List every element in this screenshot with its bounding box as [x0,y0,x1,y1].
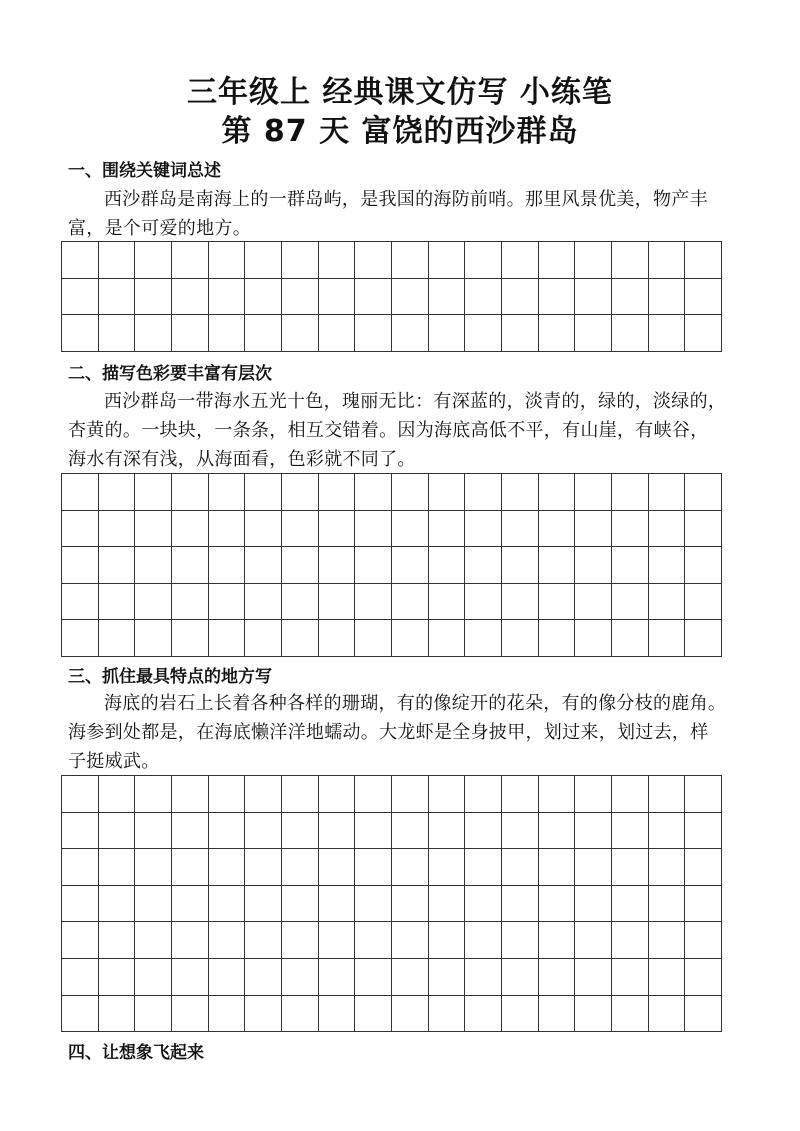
grid-cell[interactable] [502,242,539,279]
grid-cell[interactable] [685,315,722,352]
grid-cell[interactable] [685,813,722,850]
section-2-heading: 二、描写色彩要丰富有层次 [68,364,272,384]
grid-cell[interactable] [685,279,722,316]
grid-cell[interactable] [355,620,392,657]
section-4-heading: 四、让想象飞起来 [68,1043,204,1063]
grid-cell[interactable] [62,584,99,621]
grid-cell[interactable] [319,511,356,548]
grid-cell[interactable] [392,922,429,959]
grid-cell[interactable] [539,474,576,511]
grid-cell[interactable] [502,959,539,996]
grid-cell[interactable] [62,959,99,996]
grid-cell[interactable] [392,279,429,316]
grid-cell[interactable] [539,620,576,657]
grid-cell[interactable] [319,996,356,1033]
grid-cell[interactable] [465,886,502,923]
writing-grid-2[interactable] [61,473,722,657]
grid-cell[interactable] [429,511,466,548]
writing-grid-1[interactable] [61,241,722,352]
section-3-text [68,689,736,776]
grid-cell[interactable] [135,813,172,850]
grid-cell[interactable] [135,620,172,657]
grid-cell[interactable] [245,886,282,923]
grid-cell[interactable] [502,886,539,923]
grid-cell[interactable] [172,474,209,511]
grid-cell[interactable] [429,776,466,813]
grid-cell[interactable] [172,996,209,1033]
grid-cell[interactable] [282,849,319,886]
grid-cell[interactable] [392,776,429,813]
grid-cell[interactable] [612,849,649,886]
page-title: 三年级上 经典课文仿写 小练笔 [187,75,613,110]
grid-cell[interactable] [502,547,539,584]
grid-cell[interactable] [575,922,612,959]
section-2-text [68,387,736,474]
grid-cell[interactable] [209,996,246,1033]
grid-cell[interactable] [392,242,429,279]
grid-cell[interactable] [319,813,356,850]
grid-cell[interactable] [539,922,576,959]
grid-cell[interactable] [209,776,246,813]
grid-cell[interactable] [429,959,466,996]
grid-cell[interactable] [502,474,539,511]
grid-cell[interactable] [209,279,246,316]
grid-cell[interactable] [245,620,282,657]
grid-cell[interactable] [319,584,356,621]
grid-cell[interactable] [355,511,392,548]
grid-cell[interactable] [355,996,392,1033]
grid-cell[interactable] [172,584,209,621]
grid-cell[interactable] [62,474,99,511]
grid-cell[interactable] [282,996,319,1033]
grid-cell[interactable] [539,959,576,996]
grid-cell[interactable] [209,959,246,996]
grid-cell[interactable] [355,315,392,352]
grid-cell[interactable] [355,279,392,316]
grid-cell[interactable] [502,922,539,959]
grid-cell[interactable] [539,315,576,352]
grid-cell[interactable] [539,813,576,850]
grid-cell[interactable] [99,511,136,548]
text-line: 富，是个可爱的地方。 [68,218,251,239]
grid-cell[interactable] [99,315,136,352]
grid-cell[interactable] [429,474,466,511]
grid-cell[interactable] [612,813,649,850]
grid-cell[interactable] [135,474,172,511]
grid-cell[interactable] [612,996,649,1033]
text-line: 子挺威武。 [68,751,160,772]
grid-cell[interactable] [319,279,356,316]
grid-cell[interactable] [612,242,649,279]
grid-cell[interactable] [99,996,136,1033]
grid-cell[interactable] [429,620,466,657]
grid-cell[interactable] [245,547,282,584]
grid-cell[interactable] [685,776,722,813]
grid-cell[interactable] [575,511,612,548]
grid-cell[interactable] [209,315,246,352]
grid-cell[interactable] [319,849,356,886]
grid-cell[interactable] [649,620,686,657]
grid-cell[interactable] [502,813,539,850]
grid-cell[interactable] [612,959,649,996]
grid-cell[interactable] [245,315,282,352]
grid-cell[interactable] [209,886,246,923]
grid-cell[interactable] [245,474,282,511]
grid-cell[interactable] [99,279,136,316]
grid-cell[interactable] [282,813,319,850]
text-line: 海底的岩石上长着各种各样的珊瑚，有的像绽开的花朵，有的像分枝的鹿角。 [104,693,727,714]
grid-cell[interactable] [465,813,502,850]
grid-cell[interactable] [392,886,429,923]
grid-cell[interactable] [392,584,429,621]
grid-cell[interactable] [319,474,356,511]
section-1-heading: 一、围绕关键词总述 [68,161,221,181]
grid-cell[interactable] [465,315,502,352]
grid-cell[interactable] [209,242,246,279]
grid-cell[interactable] [392,547,429,584]
grid-cell[interactable] [392,620,429,657]
grid-cell[interactable] [319,886,356,923]
grid-cell[interactable] [172,959,209,996]
grid-cell[interactable] [245,511,282,548]
grid-cell[interactable] [649,776,686,813]
grid-cell[interactable] [685,242,722,279]
grid-cell[interactable] [209,922,246,959]
grid-cell[interactable] [429,547,466,584]
grid-cell[interactable] [502,776,539,813]
grid-cell[interactable] [282,547,319,584]
grid-cell[interactable] [209,547,246,584]
grid-cell[interactable] [465,996,502,1033]
grid-cell[interactable] [209,584,246,621]
grid-cell[interactable] [319,922,356,959]
grid-cell[interactable] [62,279,99,316]
grid-cell[interactable] [465,584,502,621]
grid-cell[interactable] [135,996,172,1033]
grid-cell[interactable] [172,620,209,657]
grid-cell[interactable] [465,959,502,996]
grid-cell[interactable] [539,547,576,584]
grid-cell[interactable] [282,886,319,923]
grid-cell[interactable] [685,922,722,959]
grid-cell[interactable] [575,849,612,886]
text-line: 西沙群岛一带海水五光十色，瑰丽无比：有深蓝的，淡青的，绿的，淡绿的， [104,391,727,412]
grid-cell[interactable] [62,776,99,813]
grid-cell[interactable] [99,474,136,511]
grid-cell[interactable] [685,959,722,996]
grid-cell[interactable] [172,242,209,279]
grid-cell[interactable] [392,959,429,996]
grid-cell[interactable] [172,886,209,923]
grid-cell[interactable] [465,776,502,813]
grid-cell[interactable] [539,776,576,813]
grid-cell[interactable] [355,959,392,996]
grid-cell[interactable] [429,584,466,621]
grid-cell[interactable] [429,315,466,352]
grid-cell[interactable] [99,959,136,996]
grid-cell[interactable] [135,315,172,352]
grid-cell[interactable] [135,849,172,886]
grid-cell[interactable] [429,922,466,959]
grid-cell[interactable] [649,959,686,996]
grid-cell[interactable] [649,584,686,621]
section-1-text [68,185,736,243]
grid-cell[interactable] [429,849,466,886]
grid-cell[interactable] [135,776,172,813]
grid-cell[interactable] [245,584,282,621]
grid-cell[interactable] [612,886,649,923]
grid-cell[interactable] [99,922,136,959]
grid-cell[interactable] [99,813,136,850]
grid-cell[interactable] [282,584,319,621]
grid-cell[interactable] [649,315,686,352]
grid-cell[interactable] [502,849,539,886]
grid-cell[interactable] [355,849,392,886]
grid-cell[interactable] [539,511,576,548]
grid-cell[interactable] [172,279,209,316]
grid-cell[interactable] [649,849,686,886]
grid-cell[interactable] [62,620,99,657]
grid-cell[interactable] [465,922,502,959]
grid-cell[interactable] [392,511,429,548]
grid-cell[interactable] [135,511,172,548]
grid-cell[interactable] [319,315,356,352]
grid-cell[interactable] [649,813,686,850]
grid-cell[interactable] [392,849,429,886]
grid-cell[interactable] [282,474,319,511]
grid-cell[interactable] [172,315,209,352]
grid-cell[interactable] [99,242,136,279]
grid-cell[interactable] [319,620,356,657]
grid-cell[interactable] [685,474,722,511]
grid-cell[interactable] [245,776,282,813]
grid-cell[interactable] [245,959,282,996]
grid-cell[interactable] [575,279,612,316]
grid-cell[interactable] [355,886,392,923]
grid-cell[interactable] [245,242,282,279]
grid-cell[interactable] [465,620,502,657]
grid-cell[interactable] [575,620,612,657]
grid-cell[interactable] [319,776,356,813]
grid-cell[interactable] [355,922,392,959]
grid-cell[interactable] [209,620,246,657]
page-subtitle: 第 87 天 富饶的西沙群岛 [221,114,579,149]
grid-cell[interactable] [355,813,392,850]
grid-cell[interactable] [465,279,502,316]
grid-cell[interactable] [319,959,356,996]
grid-cell[interactable] [99,584,136,621]
grid-cell[interactable] [62,849,99,886]
grid-cell[interactable] [172,849,209,886]
grid-cell[interactable] [62,813,99,850]
grid-cell[interactable] [685,511,722,548]
grid-cell[interactable] [209,511,246,548]
grid-cell[interactable] [172,547,209,584]
grid-cell[interactable] [612,279,649,316]
writing-grid-3[interactable] [61,775,722,1032]
grid-cell[interactable] [575,584,612,621]
grid-cell[interactable] [649,511,686,548]
grid-cell[interactable] [135,279,172,316]
grid-cell[interactable] [62,547,99,584]
grid-cell[interactable] [392,996,429,1033]
grid-cell[interactable] [62,886,99,923]
grid-cell[interactable] [649,279,686,316]
grid-cell[interactable] [282,776,319,813]
grid-cell[interactable] [502,584,539,621]
grid-cell[interactable] [99,547,136,584]
grid-cell[interactable] [99,776,136,813]
grid-cell[interactable] [465,547,502,584]
grid-cell[interactable] [465,474,502,511]
grid-cell[interactable] [685,584,722,621]
grid-cell[interactable] [649,996,686,1033]
grid-cell[interactable] [355,776,392,813]
grid-cell[interactable] [135,242,172,279]
grid-cell[interactable] [282,315,319,352]
grid-cell[interactable] [649,474,686,511]
grid-cell[interactable] [282,242,319,279]
grid-cell[interactable] [649,242,686,279]
grid-cell[interactable] [575,547,612,584]
grid-cell[interactable] [649,922,686,959]
grid-cell[interactable] [62,242,99,279]
grid-cell[interactable] [575,474,612,511]
grid-cell[interactable] [392,474,429,511]
text-line: 海水有深有浅，从海面看，色彩就不同了。 [68,449,416,470]
grid-cell[interactable] [502,511,539,548]
grid-cell[interactable] [539,242,576,279]
text-line: 海参到处都是，在海底懒洋洋地蠕动。大龙虾是全身披甲，划过来，划过去，样 [68,722,709,743]
grid-cell[interactable] [539,849,576,886]
grid-cell[interactable] [282,922,319,959]
grid-cell[interactable] [685,849,722,886]
grid-cell[interactable] [612,922,649,959]
grid-cell[interactable] [429,886,466,923]
grid-cell[interactable] [282,620,319,657]
grid-cell[interactable] [685,620,722,657]
grid-cell[interactable] [612,776,649,813]
grid-cell[interactable] [245,279,282,316]
grid-cell[interactable] [429,996,466,1033]
grid-cell[interactable] [245,849,282,886]
grid-cell[interactable] [575,886,612,923]
grid-cell[interactable] [465,511,502,548]
grid-cell[interactable] [99,620,136,657]
grid-cell[interactable] [282,279,319,316]
grid-cell[interactable] [172,776,209,813]
grid-cell[interactable] [685,996,722,1033]
grid-cell[interactable] [319,242,356,279]
grid-cell[interactable] [355,547,392,584]
grid-cell[interactable] [172,813,209,850]
grid-cell[interactable] [429,279,466,316]
grid-cell[interactable] [575,242,612,279]
grid-cell[interactable] [539,279,576,316]
grid-cell[interactable] [502,315,539,352]
grid-cell[interactable] [465,242,502,279]
grid-cell[interactable] [575,996,612,1033]
grid-cell[interactable] [99,849,136,886]
grid-cell[interactable] [355,242,392,279]
grid-cell[interactable] [319,547,356,584]
grid-cell[interactable] [62,511,99,548]
grid-cell[interactable] [245,813,282,850]
grid-cell[interactable] [172,511,209,548]
grid-cell[interactable] [209,813,246,850]
grid-cell[interactable] [135,886,172,923]
grid-cell[interactable] [392,813,429,850]
grid-cell[interactable] [649,547,686,584]
grid-cell[interactable] [685,547,722,584]
grid-cell[interactable] [62,315,99,352]
grid-cell[interactable] [539,996,576,1033]
section-3-heading: 三、抓住最具特点的地方写 [68,667,272,687]
grid-cell[interactable] [612,584,649,621]
text-line: 杏黄的。一块块，一条条，相互交错着。因为海底高低不平，有山崖，有峡谷， [68,420,709,441]
grid-cell[interactable] [392,315,429,352]
grid-cell[interactable] [612,474,649,511]
grid-cell[interactable] [209,474,246,511]
grid-cell[interactable] [135,959,172,996]
grid-cell[interactable] [172,922,209,959]
text-line: 西沙群岛是南海上的一群岛屿，是我国的海防前哨。那里风景优美，物产丰 [104,189,708,210]
grid-cell[interactable] [62,996,99,1033]
grid-cell[interactable] [245,922,282,959]
grid-cell[interactable] [612,547,649,584]
grid-cell[interactable] [355,584,392,621]
grid-cell[interactable] [612,511,649,548]
grid-cell[interactable] [209,849,246,886]
grid-cell[interactable] [99,886,136,923]
grid-cell[interactable] [355,474,392,511]
grid-cell[interactable] [685,886,722,923]
grid-cell[interactable] [539,584,576,621]
grid-cell[interactable] [282,511,319,548]
grid-cell[interactable] [282,959,319,996]
grid-cell[interactable] [62,922,99,959]
grid-cell[interactable] [649,886,686,923]
grid-cell[interactable] [135,584,172,621]
grid-cell[interactable] [502,620,539,657]
grid-cell[interactable] [612,315,649,352]
grid-cell[interactable] [575,959,612,996]
grid-cell[interactable] [575,813,612,850]
grid-cell[interactable] [135,922,172,959]
grid-cell[interactable] [575,776,612,813]
grid-cell[interactable] [465,849,502,886]
grid-cell[interactable] [245,996,282,1033]
grid-cell[interactable] [429,242,466,279]
grid-cell[interactable] [429,813,466,850]
grid-cell[interactable] [502,996,539,1033]
grid-cell[interactable] [502,279,539,316]
grid-cell[interactable] [135,547,172,584]
grid-cell[interactable] [575,315,612,352]
grid-cell[interactable] [612,620,649,657]
grid-cell[interactable] [539,886,576,923]
